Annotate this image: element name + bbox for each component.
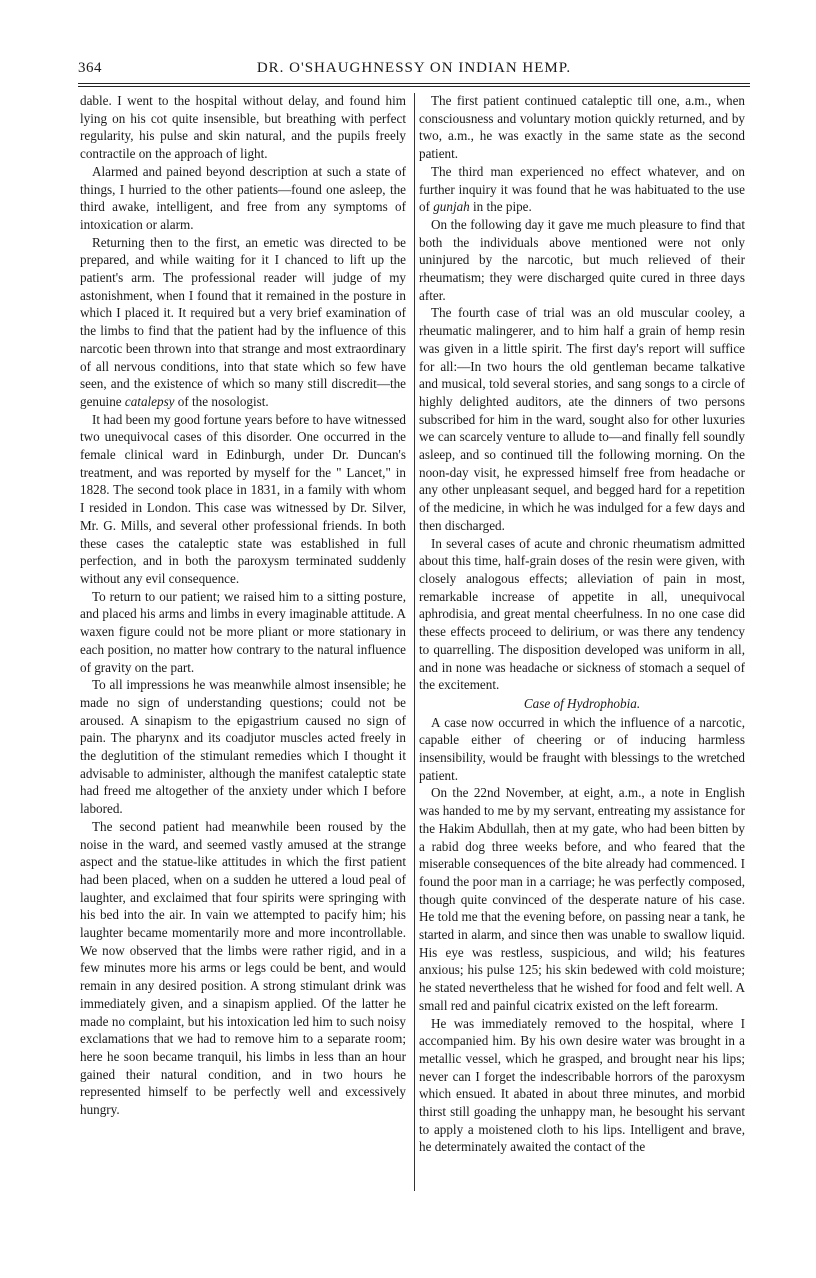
page-header — [78, 60, 750, 82]
paragraph: In several cases of acute and chronic rheumatism admitted about this time, half-grain doses of the resin were given, with closely analogous effects; alleviation of pain in most, remarkable increase of appetite in all, unequivocal aphrodisia, and great mental cheerfulness. In no one case did these effects proceed to delirium, or was there any tendency to quarrelling. The disposition developed was uniform in all, and in none was headache or sickness of stomach a sequel of the excitement. — [419, 535, 745, 693]
paragraph: He was immediately removed to the hospital, where I accompanied him. By his own desire water was brought in a metallic vessel, which he grasped, and brought near his lips; never can I forget the indescribable horrors of the paroxysm which ensued. It abated in about three minutes, and morbid thirst still goading the unhappy man, he besought his servant to apply a moistened cloth to his lips. Intelligent and brave, he determinately awaited the contact of the — [419, 1015, 745, 1155]
paragraph: Alarmed and pained beyond description at such a state of things, I hurried to the other patients—found one asleep, the third awake, intelligent, and free from any symptoms of intoxication or alarm. — [80, 163, 406, 232]
paragraph: The fourth case of trial was an old muscular cooley, a rheumatic malingerer, and to him half a grain of hemp resin was given in a little spirit. The first day's report will suffice for all:—In two hours the old gentleman became talkative and musical, told several stories, and sang songs to a circle of highly delighted auditors, ate the dinners of two persons subscribed for him in the ward, sought also for other luxuries we can scarcely venture to allude to—and finally fell soundly asleep, and so continued till the following morning. On the noon-day visit, he expressed himself free from headache or any other unpleasant sequel, and begged hard for a repetition of the medicine, in which he was indulged for a few days and then discharged. — [419, 305, 745, 533]
section-heading: Case of Hydrophobia. — [523, 695, 641, 711]
paragraph: To all impressions he was meanwhile almost insensible; he made no sign of understanding questions; could not be aroused. A sinapism to the epigastrium caused no sign of pain. The pharynx and its coadjutor muscles acted freely in the deglutition of the stimulant remedies which I thought it advisable to administer, although the manifest cataleptic state had freed me altogether of the anxiety under which I before labored. — [80, 677, 406, 817]
paragraph: A case now occurred in which the influence of a narcotic, capable either of cheering or of inducing harmless insensibility, would be fraught with blessings to the wretched patient. — [419, 714, 745, 783]
italic-term: catalepsy — [124, 393, 175, 409]
header-rule — [78, 83, 750, 84]
page-number: 364 — [78, 60, 102, 76]
header-rule-thin — [78, 86, 750, 87]
left-column — [80, 92, 406, 1119]
paragraph: The second patient had meanwhile been roused by the noise in the ward, and seemed vastly amused at the strange aspect and the statue-like attitudes in which the first patient had been placed, when on a sudden he uttered a loud peal of laughter, and exclaimed that four spirits were springing with his bed into the air. In vain we attempted to pacify him; his laughter became momentarily more and more incontrollable. We now observed that the limbs were rather rigid, and in a few minutes more his arms or legs could be bent, and would remain in any desired position. A strong stimulant drink was immediately given, and a sinapism applied. Of the latter he made no complaint, but his intoxication led him to such noisy exclamations that we had to remove him to a separate room; here he soon became tranquil, his limbs in less than an hour gained their natural condition, and in two hours he represented himself to be perfectly well and excessively hungry. — [80, 818, 406, 1118]
paragraph: On the 22nd November, at eight, a.m., a note in English was handed to me by my servant, entreating my assistance for the Hakim Abdullah, then at my gate, who had been bitten by a rabid dog three weeks before, and who feared that the miserable consequences of the bite already had commenced. I found the poor man in a carriage; he was perfectly composed, though quite convinced of the desperate nature of his case. He told me that the evening before, on passing near a tank, he started in alarm, and since then was unable to swallow liquid. His eye was restless, suspicious, and wild; his features anxious; his pulse 125; his skin bedewed with cold moisture; he stated nevertheless that he wished for food and felt well. A small red and painful cicatrix existed on the left forearm. — [419, 785, 745, 1013]
paragraph: The first patient continued cataleptic till one, a.m., when consciousness and voluntary motion quickly returned, and by two, a.m., he was exactly in the same state as the second patient. — [419, 93, 745, 162]
paragraph: On the following day it gave me much pleasure to find that both the individuals above mentioned were not only uninjured by the narcotic, but much relieved of their rheumatism; they were discharged quite cured in three days after. — [419, 216, 745, 303]
right-column — [419, 92, 745, 1156]
paragraph: Returning then to the first, an emetic was directed to be prepared, and while waiting for it I chanced to lift up the patient's arm. The professional reader will judge of my astonishment, when I found that it remained in the posture in which I placed it. It required but a very brief examination of the limbs to find that the patient had by the influence of this narcotic been thrown into that strange and most extraordinary of all nervous conditions, into that state which so few have seen, and the existence of which so many still discredit—the genuine catalepsy of the nosologist. — [80, 234, 406, 409]
paragraph: The third man experienced no effect whatever, and on further inquiry it was found that he was habituated to the use of gunjah in the pipe. — [419, 163, 745, 215]
paragraph: To return to our patient; we raised him to a sitting posture, and placed his arms and limbs in every imaginable attitude. A waxen figure could not be more pliant or more stationary in each position, no matter how contrary to the natural influence of gravity on the part. — [80, 588, 406, 675]
paragraph: It had been my good fortune years before to have witnessed two unequivocal cases of this disorder. One occurred in the female clinical ward in Edinburgh, under Dr. Duncan's treatment, and was reported by myself for the " Lancet," in 1828. The second took place in 1831, in a family with whom I resided in London. This case was witnessed by Dr. Silver, Mr. G. Mills, and several other professional friends. In both these cases the cataleptic state was established in full perfection, and in both the paroxysm terminated suddenly without any evil consequence. — [80, 411, 406, 586]
running-title: DR. O'SHAUGHNESSY ON INDIAN HEMP. — [256, 60, 572, 76]
column-divider — [414, 93, 415, 1191]
paragraph: dable. I went to the hospital without delay, and found him lying on his cot quite insensible, but breathing with perfect regularity, his pulse and skin natural, and the pupils freely contractile on the approach of light. — [80, 93, 406, 162]
italic-term: gunjah — [433, 199, 470, 215]
